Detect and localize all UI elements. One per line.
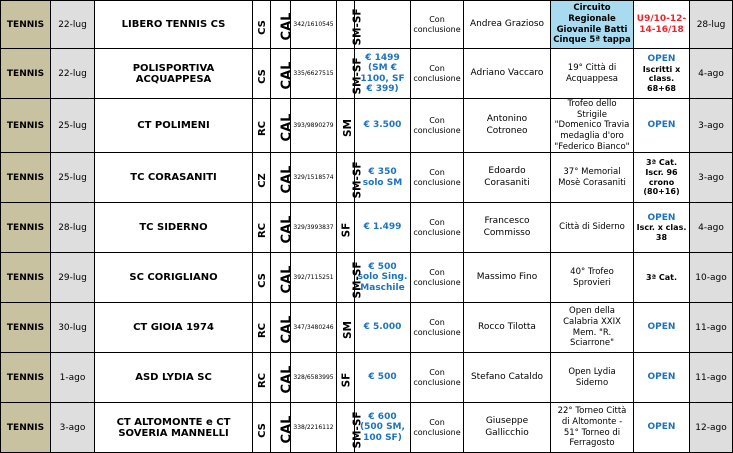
table-row (1, 99, 733, 153)
tournament-name-cell: Open della Calabria XXIX Mem. "R. Sciarrone" (551, 303, 634, 353)
start-date-cell: 1-ago (51, 353, 95, 403)
draw-type-cell-text: SM-SF (351, 261, 364, 299)
category-cell (634, 353, 690, 403)
draw-type-cell (337, 153, 364, 203)
start-date-cell: 30-lug (51, 303, 95, 353)
tournament-name-cell: Città di Siderno (551, 203, 634, 253)
draw-type-cell-text: SM-SF (351, 8, 364, 46)
province-cell (253, 49, 271, 99)
draw-type-cell-text: SM-SF (351, 161, 364, 199)
start-date-cell: 25-lug (51, 99, 95, 153)
province-cell (253, 253, 271, 303)
prize-cell: € 600 (500 SM, 100 SF) (355, 403, 411, 453)
region-cell (271, 203, 295, 253)
table-row (1, 153, 733, 203)
category-text: 3ª Cat. Iscr. 96 crono (80+16) (643, 158, 680, 197)
end-date-cell: 4-ago (690, 203, 733, 253)
sport-cell: TENNIS (1, 99, 51, 153)
end-date-cell: 28-lug (690, 1, 733, 49)
open-badge: OPEN (647, 372, 676, 383)
mode-cell: Con conclusione (411, 203, 464, 253)
category-text: Iscritti x class. 68+68 (642, 64, 681, 93)
province-cell-text: RC (257, 323, 269, 339)
region-cell (271, 303, 295, 353)
referee-cell: Rocco Tilotta (464, 303, 551, 353)
region-cell (271, 49, 295, 99)
tournament-name-cell: Trofeo dello Strigile "Domenico Travia medaglia d'oro "Federico Bianco" (551, 99, 634, 153)
draw-type-cell (337, 253, 364, 303)
region-cell-text: CAL (279, 415, 295, 444)
organizer-cell: CT POLIMENI (95, 99, 253, 153)
draw-type-cell-text: SM-SF (351, 411, 364, 449)
mode-cell: Con conclusione (411, 99, 464, 153)
referee-cell: Massimo Fino (464, 253, 551, 303)
start-date-cell: 28-lug (51, 203, 95, 253)
prize-cell: € 3.500 (355, 99, 411, 153)
referee-cell: Antonino Cotroneo (464, 99, 551, 153)
open-badge: OPEN (647, 322, 676, 333)
region-cell-text: CAL (279, 61, 295, 90)
region-cell-text: CAL (279, 365, 295, 394)
table-body (1, 1, 733, 453)
category-text: 3ª Cat. (646, 272, 677, 282)
start-date-cell: 3-ago (51, 403, 95, 453)
open-badge: OPEN (647, 212, 676, 223)
mode-cell: Con conclusione (411, 49, 464, 99)
province-cell-text: RC (257, 121, 269, 137)
province-cell-text: CS (256, 273, 268, 288)
draw-type-cell (337, 49, 364, 99)
phone-cell: 338/2216112 (291, 403, 337, 453)
start-date-cell: 25-lug (51, 153, 95, 203)
province-cell-text: CS (256, 423, 268, 438)
category-cell (634, 403, 690, 453)
referee-cell: Andrea Grazioso (464, 1, 551, 49)
end-date-cell: 11-ago (690, 303, 733, 353)
category-cell (634, 49, 690, 99)
start-date-cell: 22-lug (51, 1, 95, 49)
tournament-name-cell: Circuito Regionale Giovanile Batti Cinque 5ª tappa (551, 1, 634, 49)
mode-cell: Con conclusione (411, 303, 464, 353)
organizer-cell: POLISPORTIVA ACQUAPPESA (95, 49, 253, 99)
referee-cell: Stefano Cataldo (464, 353, 551, 403)
region-cell-text: CAL (279, 215, 295, 244)
open-badge: OPEN (647, 120, 676, 131)
organizer-cell: ASD LYDIA SC (95, 353, 253, 403)
category-cell (634, 253, 690, 303)
end-date-cell: 3-ago (690, 153, 733, 203)
region-cell-text: CAL (279, 113, 295, 142)
referee-cell: Adriano Vaccaro (464, 49, 551, 99)
draw-type-cell-text: SF (340, 222, 353, 238)
category-cell (634, 153, 690, 203)
start-date-cell: 22-lug (51, 49, 95, 99)
organizer-cell: TC CORASANITI (95, 153, 253, 203)
prize-cell: € 500 solo Sing. Maschile (355, 253, 411, 303)
region-cell (271, 353, 295, 403)
mode-cell: Con conclusione (411, 403, 464, 453)
province-cell (253, 403, 271, 453)
sport-cell: TENNIS (1, 49, 51, 99)
phone-cell: 329/3993837 (291, 203, 337, 253)
category-text: U9/10-12-14-16/18 (636, 13, 687, 35)
organizer-cell: CT GIOIA 1974 (95, 303, 253, 353)
mode-cell: Con conclusione (411, 1, 464, 49)
sport-cell: TENNIS (1, 1, 51, 49)
province-cell-text: CS (256, 20, 268, 35)
tournament-name-cell: 19° Città di Acquappesa (551, 49, 634, 99)
prize-cell: € 5.000 (355, 303, 411, 353)
tournament-name-cell: 40° Trofeo Sprovieri (551, 253, 634, 303)
province-cell (253, 1, 271, 49)
phone-cell: 335/6627515 (291, 49, 337, 99)
end-date-cell: 12-ago (690, 403, 733, 453)
region-cell (271, 99, 295, 153)
region-cell-text: CAL (279, 12, 295, 41)
start-date-cell: 29-lug (51, 253, 95, 303)
table-row (1, 253, 733, 303)
phone-cell: 329/1518574 (291, 153, 337, 203)
prize-cell: € 1.499 (355, 203, 411, 253)
table-row (1, 353, 733, 403)
sport-cell: TENNIS (1, 203, 51, 253)
end-date-cell: 11-ago (690, 353, 733, 403)
organizer-cell: TC SIDERNO (95, 203, 253, 253)
region-cell-text: CAL (279, 315, 295, 344)
sport-cell: TENNIS (1, 303, 51, 353)
sport-cell: TENNIS (1, 403, 51, 453)
organizer-cell: LIBERO TENNIS CS (95, 1, 253, 49)
province-cell-text: CS (256, 69, 268, 84)
prize-cell: € 1499 (SM € 1100, SF € 399) (355, 49, 411, 99)
draw-type-cell (337, 99, 355, 153)
draw-type-cell-text: SM (342, 119, 355, 138)
phone-cell: 393/9890279 (291, 99, 337, 153)
end-date-cell: 3-ago (690, 99, 733, 153)
province-cell (253, 303, 271, 353)
mode-cell: Con conclusione (411, 353, 464, 403)
draw-type-cell-text: SF (340, 372, 353, 388)
province-cell (253, 153, 271, 203)
region-cell (271, 403, 295, 453)
province-cell (253, 99, 271, 153)
prize-cell: € 500 (355, 353, 411, 403)
organizer-cell: CT ALTOMONTE e CT SOVERIA MANNELLI (95, 403, 253, 453)
phone-cell: 347/3480246 (291, 303, 337, 353)
draw-type-cell-text: SM (342, 321, 355, 340)
province-cell (253, 203, 271, 253)
referee-cell: Giuseppe Gallicchio (464, 403, 551, 453)
open-badge: OPEN (647, 422, 676, 433)
prize-cell: € 350 solo SM (355, 153, 411, 203)
tournament-name-cell: Open Lydia Siderno (551, 353, 634, 403)
draw-type-cell (337, 1, 364, 49)
table-row (1, 49, 733, 99)
category-cell (634, 99, 690, 153)
region-cell (271, 1, 295, 49)
table-row (1, 1, 733, 49)
category-cell (634, 1, 690, 49)
region-cell-text: CAL (279, 165, 295, 194)
table-row (1, 303, 733, 353)
region-cell-text: CAL (279, 265, 295, 294)
end-date-cell: 10-ago (690, 253, 733, 303)
end-date-cell: 4-ago (690, 49, 733, 99)
region-cell (271, 253, 295, 303)
province-cell (253, 353, 271, 403)
draw-type-cell (337, 353, 355, 403)
category-text: Iscr. x clas. 38 (636, 223, 687, 243)
mode-cell: Con conclusione (411, 153, 464, 203)
organizer-cell: SC CORIGLIANO (95, 253, 253, 303)
sport-cell: TENNIS (1, 353, 51, 403)
phone-cell: 392/7115251 (291, 253, 337, 303)
province-cell-text: CZ (256, 173, 268, 188)
draw-type-cell (337, 403, 364, 453)
open-badge: OPEN (647, 53, 676, 64)
table-row (1, 403, 733, 453)
referee-cell: Francesco Commisso (464, 203, 551, 253)
region-cell (271, 153, 295, 203)
province-cell-text: RC (257, 373, 269, 389)
tournament-name-cell: 22° Torneo Città di Altomonte - 51° Torneo di Ferragosto (551, 403, 634, 453)
draw-type-cell-text: SM-SF (351, 57, 364, 95)
draw-type-cell (337, 303, 355, 353)
phone-cell: 328/6583995 (291, 353, 337, 403)
draw-type-cell (337, 203, 355, 253)
sport-cell: TENNIS (1, 253, 51, 303)
table-row (1, 203, 733, 253)
sport-cell: TENNIS (1, 153, 51, 203)
mode-cell: Con conclusione (411, 253, 464, 303)
category-cell (634, 203, 690, 253)
referee-cell: Edoardo Corasaniti (464, 153, 551, 203)
phone-cell: 342/1610545 (291, 1, 337, 49)
province-cell-text: RC (257, 223, 269, 239)
category-cell (634, 303, 690, 353)
tournament-name-cell: 37° Memorial Mosè Corasaniti (551, 153, 634, 203)
